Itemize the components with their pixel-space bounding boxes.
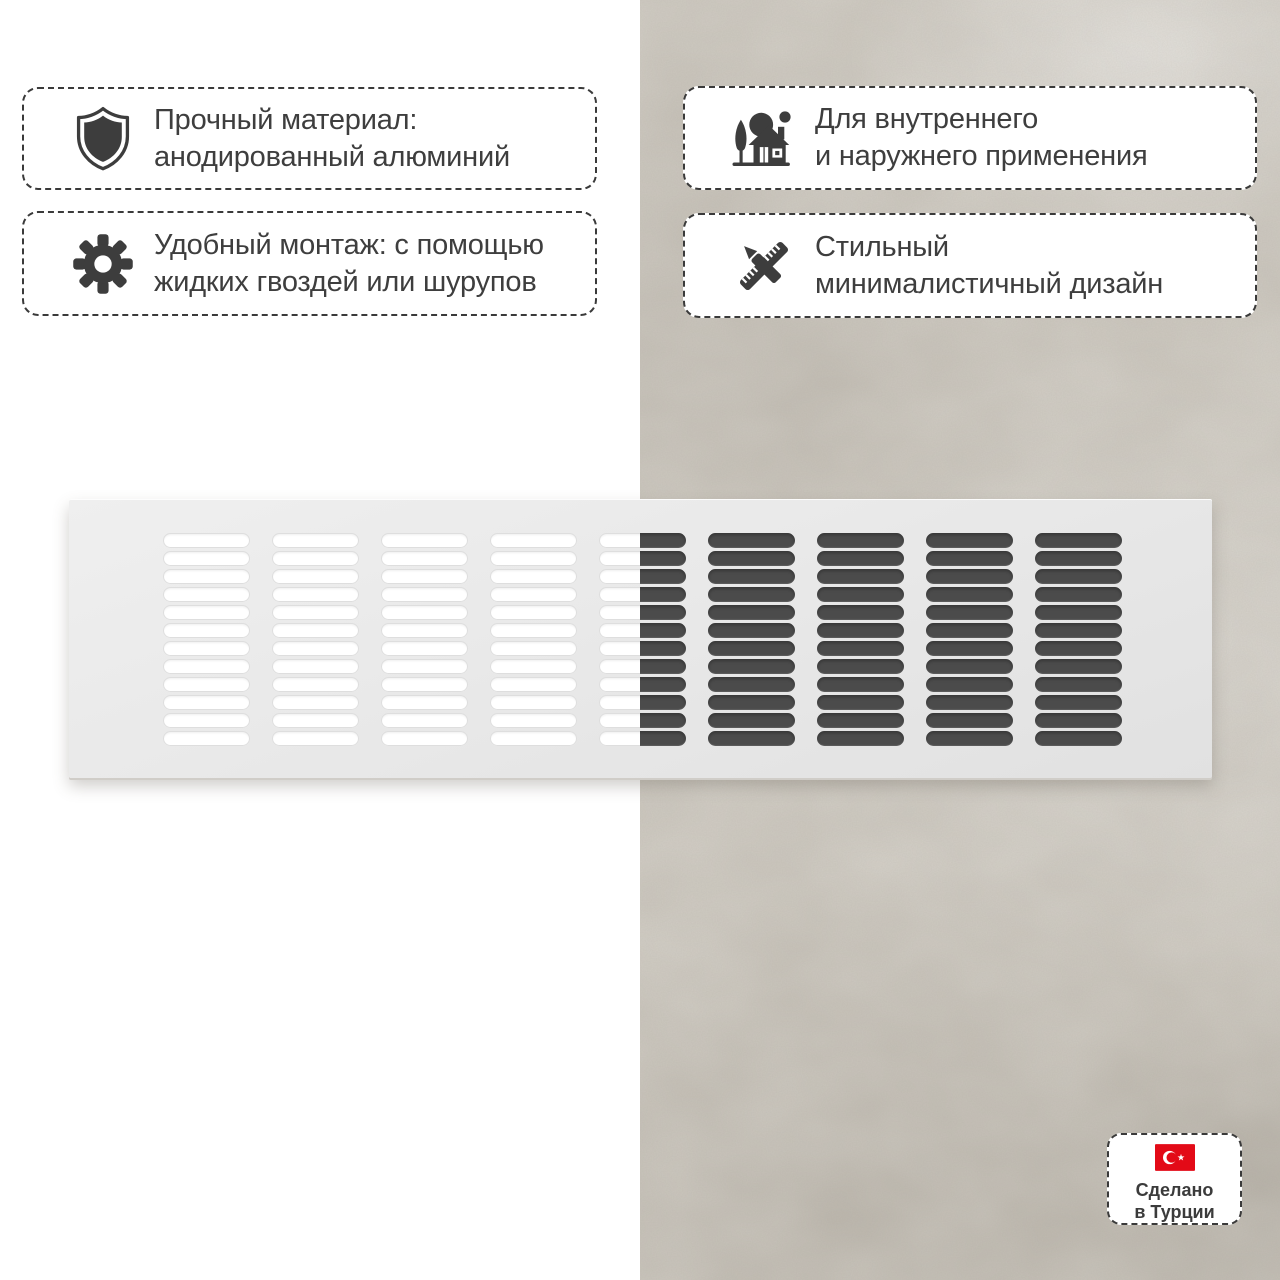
grille-slot	[163, 695, 250, 710]
grille-slot	[1035, 659, 1122, 674]
shield-icon	[68, 103, 138, 175]
grille-slot	[708, 731, 795, 746]
badge-text	[1134, 1179, 1214, 1223]
grille-slot	[708, 623, 795, 638]
grille-slot	[490, 731, 577, 746]
grille-slot	[163, 533, 250, 548]
feature-line: жидких гвоздей или шурупов	[154, 265, 537, 298]
grille-slot	[163, 641, 250, 656]
grille-slot	[817, 569, 904, 584]
ventilation-grille	[69, 499, 1212, 778]
grille-slot	[381, 623, 468, 638]
grille-slot	[817, 677, 904, 692]
grille-slot	[926, 551, 1013, 566]
grille-slot	[490, 569, 577, 584]
grille-slot	[708, 659, 795, 674]
grille-slot	[272, 623, 359, 638]
grille-slot	[381, 605, 468, 620]
feature-text-easy-mounting	[154, 227, 544, 301]
grille-slot	[817, 713, 904, 728]
feature-box-easy-mounting	[22, 211, 597, 316]
grille-slot	[490, 623, 577, 638]
grille-slot	[1035, 695, 1122, 710]
gear-icon	[68, 228, 138, 300]
badge-line: в Турции	[1134, 1202, 1215, 1222]
grille-slot	[817, 533, 904, 548]
pencil-ruler-icon	[729, 230, 799, 302]
grille-slot	[490, 587, 577, 602]
grille-slot	[1035, 713, 1122, 728]
feature-line: анодированный алюминий	[154, 140, 510, 173]
badge-line: Сделано	[1135, 1180, 1214, 1200]
grille-slot	[163, 731, 250, 746]
grille-slot	[272, 641, 359, 656]
grille-slot	[1035, 623, 1122, 638]
grille-slot	[1035, 551, 1122, 566]
grille-slot	[272, 659, 359, 674]
grille-slot	[272, 677, 359, 692]
grille-slot	[1035, 605, 1122, 620]
grille-slot	[272, 731, 359, 746]
grille-slot	[817, 605, 904, 620]
grille-slot	[708, 533, 795, 548]
grille-slot	[163, 551, 250, 566]
grille-slot	[381, 551, 468, 566]
grille-slot	[926, 569, 1013, 584]
grille-slot	[926, 641, 1013, 656]
feature-line: Удобный монтаж: с помощью	[154, 228, 544, 261]
grille-slot	[163, 569, 250, 584]
feature-line: минималистичный дизайн	[815, 267, 1164, 300]
grille-slot	[708, 677, 795, 692]
grille-slot	[817, 551, 904, 566]
grille-slot	[708, 695, 795, 710]
grille-slot	[490, 677, 577, 692]
grille-slot	[817, 587, 904, 602]
grille-slot	[272, 533, 359, 548]
grille-slot	[817, 623, 904, 638]
grille-slot	[381, 659, 468, 674]
grille-slot	[272, 551, 359, 566]
grille-slot	[381, 641, 468, 656]
house-icon	[729, 102, 799, 174]
made-in-turkey-badge	[1107, 1133, 1242, 1225]
grille-slot	[1035, 533, 1122, 548]
feature-box-indoor-outdoor	[683, 86, 1257, 190]
feature-line: Стильный	[815, 230, 949, 263]
feature-box-minimalist-design	[683, 213, 1257, 318]
grille-slot	[926, 731, 1013, 746]
grille-slot	[926, 623, 1013, 638]
grille-slot	[817, 641, 904, 656]
grille-slot	[1035, 587, 1122, 602]
feature-line: и наружнего применения	[815, 140, 1148, 172]
grille-slot	[708, 587, 795, 602]
grille-slot	[490, 641, 577, 656]
grille-slot	[1035, 641, 1122, 656]
grille-slot	[381, 587, 468, 602]
grille-slot	[381, 695, 468, 710]
grille-slot	[926, 533, 1013, 548]
grille-slot	[490, 659, 577, 674]
grille-slot	[381, 713, 468, 728]
grille-slot	[926, 713, 1013, 728]
grille-slot	[490, 533, 577, 548]
grille-slot	[926, 605, 1013, 620]
grille-slot	[490, 551, 577, 566]
grille-slot	[817, 659, 904, 674]
grille-slot	[272, 569, 359, 584]
grille-slot	[272, 713, 359, 728]
grille-slot	[1035, 731, 1122, 746]
grille-slot	[163, 587, 250, 602]
grille-slot	[163, 605, 250, 620]
grille-slot	[1035, 569, 1122, 584]
grille-slot	[708, 713, 795, 728]
grille-slot	[381, 677, 468, 692]
grille-slot	[381, 533, 468, 548]
grille-slot	[708, 605, 795, 620]
grille-slot	[163, 677, 250, 692]
grille-slot	[490, 695, 577, 710]
feature-text-durable-material	[154, 102, 510, 176]
grille-slot	[926, 587, 1013, 602]
feature-text-minimalist-design	[815, 229, 1163, 303]
grille-slot	[926, 659, 1013, 674]
grille-slot	[163, 713, 250, 728]
grille-slot	[272, 605, 359, 620]
grille-slot	[926, 695, 1013, 710]
grille-slot	[1035, 677, 1122, 692]
grille-slot	[708, 551, 795, 566]
grille-slot	[381, 731, 468, 746]
grille-slot	[163, 659, 250, 674]
feature-line: Для внутреннего	[815, 103, 1039, 135]
grille-slot	[490, 605, 577, 620]
grille-slot	[381, 569, 468, 584]
grille-slot	[817, 695, 904, 710]
grille-slot	[708, 641, 795, 656]
turkey-flag-icon	[1155, 1144, 1195, 1176]
grille-slot	[926, 677, 1013, 692]
grille-slot	[490, 713, 577, 728]
grille-slot	[272, 695, 359, 710]
feature-line: Прочный материал:	[154, 103, 418, 136]
grille-slot	[708, 569, 795, 584]
grille-slot	[272, 587, 359, 602]
grille-slot	[817, 731, 904, 746]
grille-slot	[163, 623, 250, 638]
feature-box-durable-material	[22, 87, 597, 190]
feature-text-indoor-outdoor	[815, 101, 1147, 175]
